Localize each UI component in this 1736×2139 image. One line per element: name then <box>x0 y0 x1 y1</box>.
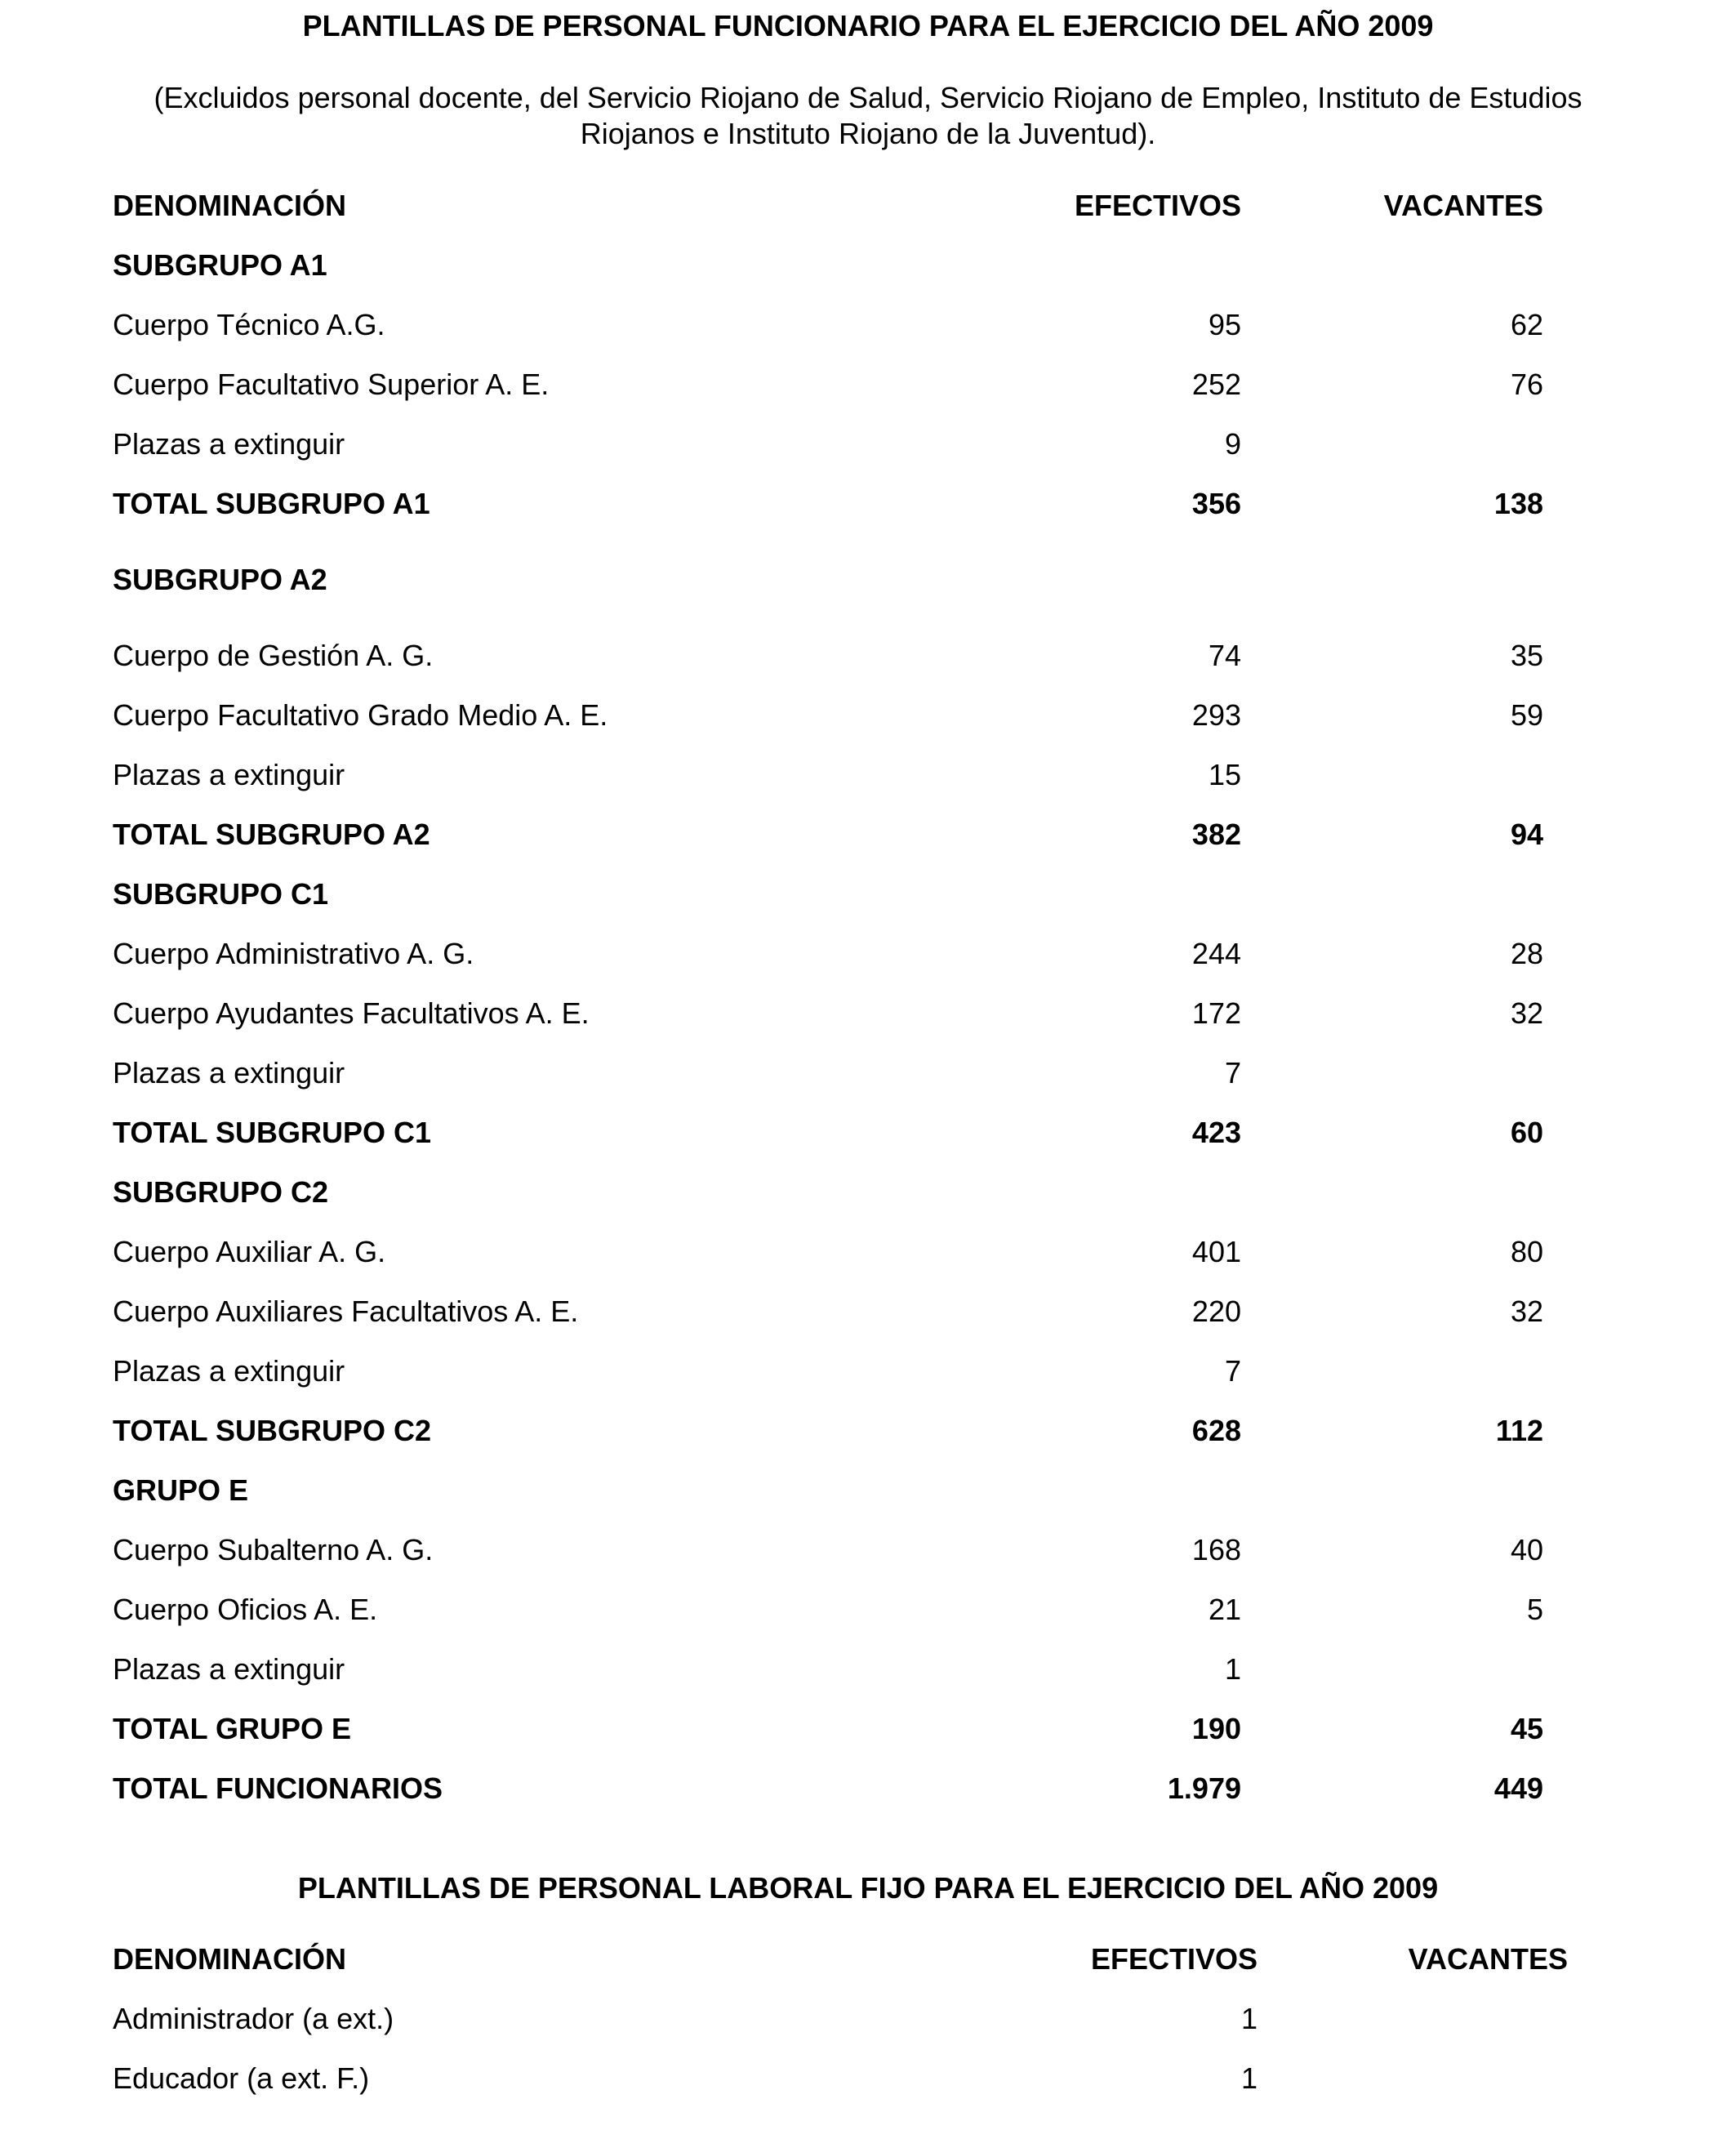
table-row <box>0 864 1736 924</box>
row-denominacion: Cuerpo Administrativo A. G. <box>113 937 474 970</box>
table-row <box>0 924 1736 983</box>
row-efectivos: 9 <box>1224 427 1241 461</box>
row-denominacion: Cuerpo Técnico A.G. <box>113 308 385 341</box>
row-denominacion: Administrador (a ext.) <box>113 2002 394 2035</box>
table-row <box>0 1639 1736 1699</box>
row-efectivos: 252 <box>1191 368 1241 401</box>
section2-title: PLANTILLAS DE PERSONAL LABORAL FIJO PARA EL EJERCICIO DEL AÑO 2009 <box>297 1871 1439 1905</box>
row-denominacion: Cuerpo Auxiliar A. G. <box>113 1235 386 1268</box>
table-row <box>0 1281 1736 1341</box>
row-vacantes: 5 <box>1526 1593 1543 1626</box>
header-vacantes: VACANTES <box>1383 189 1543 222</box>
row-vacantes: 59 <box>1510 698 1543 732</box>
table-row <box>0 1989 1736 2048</box>
row-efectivos: 74 <box>1208 639 1241 672</box>
row-denominacion: Cuerpo Facultativo Superior A. E. <box>113 368 550 401</box>
table-row <box>0 414 1736 474</box>
row-efectivos: 628 <box>1191 1414 1241 1447</box>
header-denominacion: DENOMINACIÓN <box>113 1942 346 1976</box>
row-efectivos: 356 <box>1191 487 1241 520</box>
row-vacantes: 28 <box>1510 937 1543 970</box>
row-efectivos: 21 <box>1208 1593 1241 1626</box>
row-efectivos: 168 <box>1191 1533 1241 1566</box>
table-row <box>0 1222 1736 1281</box>
row-efectivos: 1 <box>1240 2061 1257 2095</box>
row-efectivos: 7 <box>1224 1056 1241 1090</box>
row-denominacion: TOTAL SUBGRUPO A1 <box>113 487 430 520</box>
table-row <box>0 1699 1736 1758</box>
header-denominacion: DENOMINACIÓN <box>113 189 346 222</box>
table-row <box>0 1162 1736 1222</box>
table-row <box>0 1580 1736 1639</box>
row-denominacion: Cuerpo Subalterno A. G. <box>113 1533 434 1566</box>
row-efectivos: 382 <box>1191 818 1241 851</box>
row-denominacion: Cuerpo Oficios A. E. <box>113 1593 378 1626</box>
row-efectivos: 7 <box>1224 1354 1241 1388</box>
section1-subtitle-line1: (Excluidos personal docente, del Servicio Riojano de Salud, Servicio Riojano de Empleo, Instituto de Estudios <box>154 81 1582 114</box>
row-efectivos: 1 <box>1240 2002 1257 2035</box>
row-vacantes: 76 <box>1510 368 1543 401</box>
row-denominacion: TOTAL FUNCIONARIOS <box>113 1771 443 1805</box>
row-denominacion: Cuerpo Auxiliares Facultativos A. E. <box>113 1295 579 1328</box>
row-vacantes: 449 <box>1493 1771 1543 1805</box>
row-efectivos: 15 <box>1208 758 1241 791</box>
row-denominacion: SUBGRUPO C1 <box>113 877 329 911</box>
header-efectivos: EFECTIVOS <box>1074 189 1241 222</box>
row-vacantes: 35 <box>1510 639 1543 672</box>
row-efectivos: 401 <box>1191 1235 1241 1268</box>
row-denominacion: Cuerpo Ayudantes Facultativos A. E. <box>113 996 590 1030</box>
table-row <box>0 1758 1736 1818</box>
row-vacantes: 62 <box>1510 308 1543 341</box>
table-row <box>0 1460 1736 1520</box>
row-efectivos: 1.979 <box>1167 1771 1241 1805</box>
row-vacantes: 94 <box>1510 818 1543 851</box>
table-row <box>0 2048 1736 2108</box>
row-efectivos: 423 <box>1191 1116 1241 1149</box>
table-row <box>0 626 1736 685</box>
table-row <box>0 550 1736 609</box>
table-row <box>0 295 1736 354</box>
row-denominacion: Plazas a extinguir <box>113 758 345 791</box>
row-vacantes: 40 <box>1510 1533 1543 1566</box>
table-row <box>0 1401 1736 1460</box>
row-efectivos: 1 <box>1224 1652 1241 1686</box>
table-row <box>0 983 1736 1043</box>
table-row <box>0 1103 1736 1162</box>
row-denominacion: Cuerpo Facultativo Grado Medio A. E. <box>113 698 608 732</box>
section1-subtitle <box>33 80 1703 152</box>
row-denominacion: TOTAL SUBGRUPO C1 <box>113 1116 432 1149</box>
row-denominacion: SUBGRUPO A2 <box>113 563 327 596</box>
funcionario-rows <box>0 235 1736 1818</box>
row-vacantes: 80 <box>1510 1235 1543 1268</box>
row-denominacion: TOTAL SUBGRUPO C2 <box>113 1414 432 1447</box>
row-efectivos: 293 <box>1191 698 1241 732</box>
row-efectivos: 190 <box>1191 1712 1241 1745</box>
table-header-row <box>0 176 1736 235</box>
table-row <box>0 1341 1736 1401</box>
header-efectivos: EFECTIVOS <box>1090 1942 1257 1976</box>
row-denominacion: Plazas a extinguir <box>113 1056 345 1090</box>
row-denominacion: Cuerpo de Gestión A. G. <box>113 639 434 672</box>
table-row <box>0 745 1736 804</box>
row-vacantes: 32 <box>1510 1295 1543 1328</box>
row-efectivos: 172 <box>1191 996 1241 1030</box>
row-denominacion: SUBGRUPO A1 <box>113 248 327 282</box>
row-vacantes: 138 <box>1493 487 1543 520</box>
table-row <box>0 804 1736 864</box>
table-row <box>0 1520 1736 1580</box>
funcionario-table <box>0 176 1736 1818</box>
row-denominacion: Educador (a ext. F.) <box>113 2061 370 2095</box>
row-efectivos: 220 <box>1191 1295 1241 1328</box>
row-denominacion: SUBGRUPO C2 <box>113 1175 329 1209</box>
section1-subtitle-line2: Riojanos e Instituto Riojano de la Juventud). <box>580 117 1156 150</box>
row-denominacion: Plazas a extinguir <box>113 427 345 461</box>
table-row <box>0 235 1736 295</box>
table-row <box>0 474 1736 533</box>
table-row <box>0 1043 1736 1103</box>
row-denominacion: TOTAL SUBGRUPO A2 <box>113 818 430 851</box>
row-efectivos: 95 <box>1208 308 1241 341</box>
row-denominacion: Plazas a extinguir <box>113 1652 345 1686</box>
row-denominacion: TOTAL GRUPO E <box>113 1712 352 1745</box>
row-vacantes: 45 <box>1510 1712 1543 1745</box>
row-denominacion: Plazas a extinguir <box>113 1354 345 1388</box>
row-vacantes: 32 <box>1510 996 1543 1030</box>
laboral-rows <box>0 1989 1736 2108</box>
table-header-row <box>0 1929 1736 1989</box>
laboral-table <box>0 1929 1736 2108</box>
section1-title: PLANTILLAS DE PERSONAL FUNCIONARIO PARA EL EJERCICIO DEL AÑO 2009 <box>302 9 1434 42</box>
row-vacantes: 60 <box>1510 1116 1543 1149</box>
row-denominacion: GRUPO E <box>113 1473 249 1507</box>
table-row <box>0 354 1736 414</box>
header-vacantes: VACANTES <box>1408 1942 1568 1976</box>
row-efectivos: 244 <box>1191 937 1241 970</box>
row-vacantes: 112 <box>1495 1414 1543 1447</box>
table-row <box>0 685 1736 745</box>
